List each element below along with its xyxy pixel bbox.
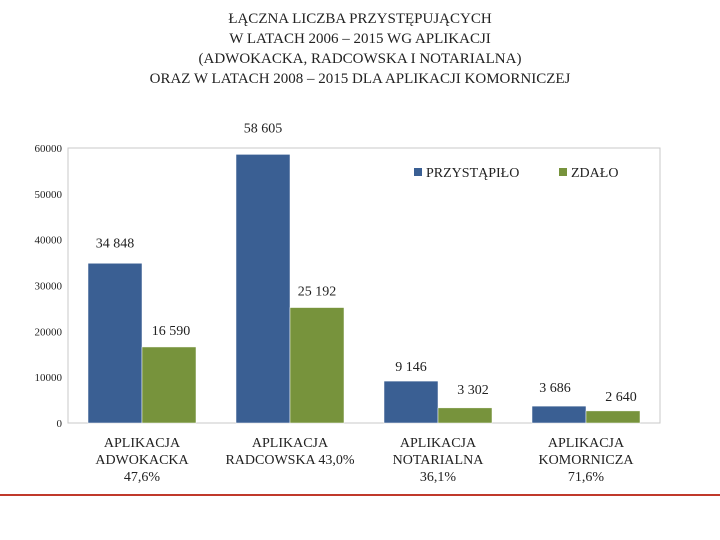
y-tick-label: 30000 [34,280,62,293]
x-category-label: APLIKACJA [399,436,477,451]
legend-swatch [414,168,422,176]
x-category-label: APLIKACJA [103,436,181,451]
title-line-3: (ADWOKACKA, RADCOWSKA I NOTARIALNA) [198,51,522,67]
data-label: 34 848 [95,236,135,252]
x-category-label: 71,6% [567,470,605,485]
y-tick-label: 60000 [34,143,62,155]
x-category-label: NOTARIALNA [392,453,484,468]
bar-zdalo [290,308,344,423]
y-tick-label: 0 [56,418,62,430]
y-tick-label: 20000 [34,326,62,339]
data-label: 9 146 [395,360,427,376]
y-tick-label: 40000 [34,234,62,247]
y-tick-label: 50000 [34,188,62,201]
data-label: 16 590 [151,323,191,339]
legend-label: ZDAŁO [571,166,619,181]
bar-przystapilo [384,381,438,423]
x-category-label: 36,1% [419,470,457,485]
x-category-label: APLIKACJA [251,436,329,451]
data-label: 3 302 [457,382,489,398]
bar-przystapilo [236,154,290,423]
legend-swatch [559,168,567,176]
x-category-label: KOMORNICZA [538,453,634,468]
x-category-label: 47,6% [123,470,161,485]
bar-zdalo [438,408,492,423]
x-category-label: RADCOWSKA 43,0% [225,453,355,468]
title-line-4: ORAZ W LATACH 2008 – 2015 DLA APLIKACJI KOMORNICZEJ [149,71,571,87]
data-label: 3 686 [539,381,571,397]
title-line-2: W LATACH 2006 – 2015 WG APLIKACJI [229,31,491,47]
bar-przystapilo [88,263,142,423]
bottom-accent-line [0,494,720,496]
data-label: 58 605 [243,121,283,137]
data-label: 25 192 [297,284,337,300]
bar-przystapilo [532,406,586,423]
bar-zdalo [586,411,640,423]
bar-zdalo [142,347,196,423]
data-label: 2 640 [605,389,637,405]
x-category-label: APLIKACJA [547,436,625,451]
x-category-label: ADWOKACKA [95,453,189,468]
legend-label: PRZYSTĄPIŁO [426,166,520,181]
y-tick-label: 10000 [34,372,62,385]
title-line-1: ŁĄCZNA LICZBA PRZYSTĘPUJĄCYCH [228,11,492,27]
